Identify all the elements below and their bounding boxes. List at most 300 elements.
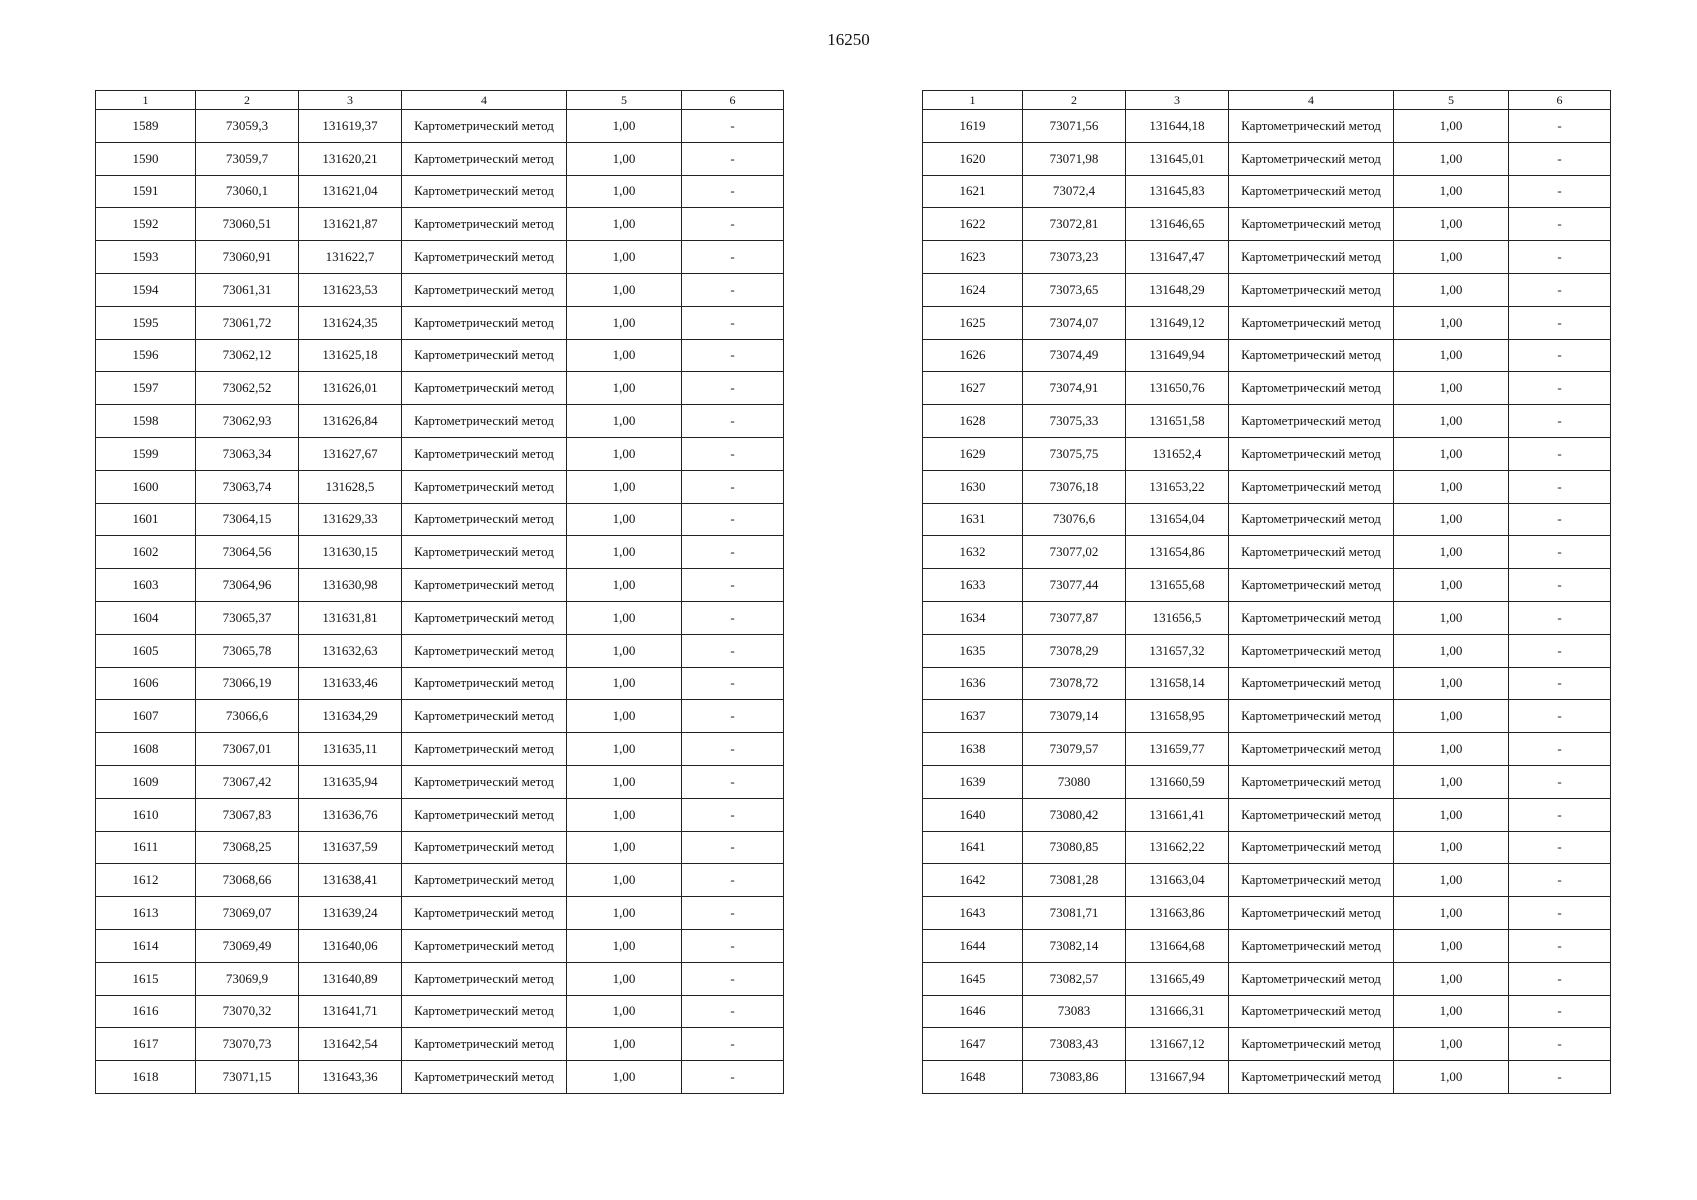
method-cell: Картометрический метод bbox=[1229, 1028, 1394, 1061]
point-number-cell: 1613 bbox=[96, 897, 196, 930]
accuracy-cell: 1,00 bbox=[567, 1028, 682, 1061]
y-coordinate-cell: 131660,59 bbox=[1126, 765, 1229, 798]
description-cell: - bbox=[682, 700, 784, 733]
description-cell: - bbox=[1509, 110, 1611, 143]
table-row bbox=[96, 634, 784, 667]
x-coordinate-cell: 73067,83 bbox=[196, 798, 299, 831]
point-number-cell: 1604 bbox=[96, 601, 196, 634]
x-coordinate-cell: 73067,42 bbox=[196, 765, 299, 798]
method-cell: Картометрический метод bbox=[402, 601, 567, 634]
table-row bbox=[96, 503, 784, 536]
point-number-cell: 1593 bbox=[96, 241, 196, 274]
table-row bbox=[923, 405, 1611, 438]
table-row bbox=[96, 437, 784, 470]
accuracy-cell: 1,00 bbox=[1394, 273, 1509, 306]
x-coordinate-cell: 73066,6 bbox=[196, 700, 299, 733]
x-coordinate-cell: 73080,85 bbox=[1023, 831, 1126, 864]
point-number-cell: 1637 bbox=[923, 700, 1023, 733]
x-coordinate-cell: 73073,65 bbox=[1023, 273, 1126, 306]
table-row bbox=[923, 864, 1611, 897]
y-coordinate-cell: 131638,41 bbox=[299, 864, 402, 897]
x-coordinate-cell: 73074,49 bbox=[1023, 339, 1126, 372]
table-row bbox=[96, 241, 784, 274]
point-number-cell: 1596 bbox=[96, 339, 196, 372]
column-header-1: 1 bbox=[96, 91, 196, 110]
y-coordinate-cell: 131645,83 bbox=[1126, 175, 1229, 208]
y-coordinate-cell: 131637,59 bbox=[299, 831, 402, 864]
accuracy-cell: 1,00 bbox=[567, 569, 682, 602]
table-row bbox=[923, 273, 1611, 306]
point-number-cell: 1600 bbox=[96, 470, 196, 503]
point-number-cell: 1607 bbox=[96, 700, 196, 733]
accuracy-cell: 1,00 bbox=[567, 864, 682, 897]
table-row bbox=[923, 110, 1611, 143]
accuracy-cell: 1,00 bbox=[567, 733, 682, 766]
x-coordinate-cell: 73074,07 bbox=[1023, 306, 1126, 339]
coordinates-table-left bbox=[95, 90, 784, 1094]
table-row bbox=[923, 897, 1611, 930]
table-body bbox=[923, 110, 1611, 1094]
accuracy-cell: 1,00 bbox=[1394, 569, 1509, 602]
description-cell: - bbox=[1509, 273, 1611, 306]
point-number-cell: 1648 bbox=[923, 1061, 1023, 1094]
x-coordinate-cell: 73075,75 bbox=[1023, 437, 1126, 470]
x-coordinate-cell: 73073,23 bbox=[1023, 241, 1126, 274]
method-cell: Картометрический метод bbox=[1229, 503, 1394, 536]
x-coordinate-cell: 73071,15 bbox=[196, 1061, 299, 1094]
table-row bbox=[96, 1028, 784, 1061]
table-row bbox=[96, 995, 784, 1028]
description-cell: - bbox=[682, 208, 784, 241]
description-cell: - bbox=[682, 798, 784, 831]
method-cell: Картометрический метод bbox=[1229, 667, 1394, 700]
accuracy-cell: 1,00 bbox=[1394, 634, 1509, 667]
method-cell: Картометрический метод bbox=[402, 798, 567, 831]
y-coordinate-cell: 131646,65 bbox=[1126, 208, 1229, 241]
table-row bbox=[96, 700, 784, 733]
y-coordinate-cell: 131667,12 bbox=[1126, 1028, 1229, 1061]
description-cell: - bbox=[1509, 306, 1611, 339]
table-row bbox=[96, 372, 784, 405]
description-cell: - bbox=[1509, 241, 1611, 274]
description-cell: - bbox=[1509, 1061, 1611, 1094]
method-cell: Картометрический метод bbox=[402, 929, 567, 962]
y-coordinate-cell: 131635,94 bbox=[299, 765, 402, 798]
description-cell: - bbox=[682, 634, 784, 667]
accuracy-cell: 1,00 bbox=[567, 175, 682, 208]
y-coordinate-cell: 131654,86 bbox=[1126, 536, 1229, 569]
coordinates-table-right bbox=[922, 90, 1611, 1094]
y-coordinate-cell: 131632,63 bbox=[299, 634, 402, 667]
method-cell: Картометрический метод bbox=[1229, 241, 1394, 274]
accuracy-cell: 1,00 bbox=[1394, 405, 1509, 438]
accuracy-cell: 1,00 bbox=[567, 929, 682, 962]
point-number-cell: 1591 bbox=[96, 175, 196, 208]
point-number-cell: 1627 bbox=[923, 372, 1023, 405]
accuracy-cell: 1,00 bbox=[1394, 1061, 1509, 1094]
method-cell: Картометрический метод bbox=[402, 437, 567, 470]
description-cell: - bbox=[682, 142, 784, 175]
x-coordinate-cell: 73062,93 bbox=[196, 405, 299, 438]
x-coordinate-cell: 73063,74 bbox=[196, 470, 299, 503]
accuracy-cell: 1,00 bbox=[567, 634, 682, 667]
accuracy-cell: 1,00 bbox=[567, 306, 682, 339]
point-number-cell: 1599 bbox=[96, 437, 196, 470]
table-row bbox=[923, 634, 1611, 667]
description-cell: - bbox=[1509, 601, 1611, 634]
point-number-cell: 1617 bbox=[96, 1028, 196, 1061]
description-cell: - bbox=[1509, 995, 1611, 1028]
point-number-cell: 1646 bbox=[923, 995, 1023, 1028]
method-cell: Картометрический метод bbox=[1229, 405, 1394, 438]
table-row bbox=[96, 601, 784, 634]
point-number-cell: 1620 bbox=[923, 142, 1023, 175]
description-cell: - bbox=[1509, 667, 1611, 700]
y-coordinate-cell: 131648,29 bbox=[1126, 273, 1229, 306]
y-coordinate-cell: 131628,5 bbox=[299, 470, 402, 503]
point-number-cell: 1643 bbox=[923, 897, 1023, 930]
x-coordinate-cell: 73076,6 bbox=[1023, 503, 1126, 536]
description-cell: - bbox=[1509, 536, 1611, 569]
table-row bbox=[96, 897, 784, 930]
method-cell: Картометрический метод bbox=[1229, 601, 1394, 634]
table-row bbox=[96, 208, 784, 241]
x-coordinate-cell: 73064,15 bbox=[196, 503, 299, 536]
description-cell: - bbox=[1509, 798, 1611, 831]
y-coordinate-cell: 131649,12 bbox=[1126, 306, 1229, 339]
point-number-cell: 1636 bbox=[923, 667, 1023, 700]
x-coordinate-cell: 73061,31 bbox=[196, 273, 299, 306]
y-coordinate-cell: 131619,37 bbox=[299, 110, 402, 143]
x-coordinate-cell: 73065,78 bbox=[196, 634, 299, 667]
method-cell: Картометрический метод bbox=[402, 864, 567, 897]
method-cell: Картометрический метод bbox=[1229, 339, 1394, 372]
y-coordinate-cell: 131634,29 bbox=[299, 700, 402, 733]
point-number-cell: 1644 bbox=[923, 929, 1023, 962]
table-row bbox=[96, 339, 784, 372]
accuracy-cell: 1,00 bbox=[1394, 110, 1509, 143]
column-header-3: 3 bbox=[299, 91, 402, 110]
accuracy-cell: 1,00 bbox=[567, 208, 682, 241]
table-row bbox=[923, 175, 1611, 208]
x-coordinate-cell: 73061,72 bbox=[196, 306, 299, 339]
point-number-cell: 1631 bbox=[923, 503, 1023, 536]
description-cell: - bbox=[1509, 470, 1611, 503]
accuracy-cell: 1,00 bbox=[567, 1061, 682, 1094]
y-coordinate-cell: 131633,46 bbox=[299, 667, 402, 700]
accuracy-cell: 1,00 bbox=[567, 405, 682, 438]
method-cell: Картометрический метод bbox=[1229, 962, 1394, 995]
y-coordinate-cell: 131659,77 bbox=[1126, 733, 1229, 766]
point-number-cell: 1645 bbox=[923, 962, 1023, 995]
x-coordinate-cell: 73059,7 bbox=[196, 142, 299, 175]
x-coordinate-cell: 73066,19 bbox=[196, 667, 299, 700]
description-cell: - bbox=[682, 306, 784, 339]
description-cell: - bbox=[1509, 700, 1611, 733]
method-cell: Картометрический метод bbox=[402, 733, 567, 766]
description-cell: - bbox=[1509, 765, 1611, 798]
point-number-cell: 1622 bbox=[923, 208, 1023, 241]
table-row bbox=[923, 208, 1611, 241]
method-cell: Картометрический метод bbox=[402, 470, 567, 503]
x-coordinate-cell: 73070,73 bbox=[196, 1028, 299, 1061]
method-cell: Картометрический метод bbox=[1229, 569, 1394, 602]
y-coordinate-cell: 131662,22 bbox=[1126, 831, 1229, 864]
description-cell: - bbox=[682, 437, 784, 470]
y-coordinate-cell: 131666,31 bbox=[1126, 995, 1229, 1028]
x-coordinate-cell: 73072,4 bbox=[1023, 175, 1126, 208]
method-cell: Картометрический метод bbox=[1229, 306, 1394, 339]
description-cell: - bbox=[682, 831, 784, 864]
x-coordinate-cell: 73080,42 bbox=[1023, 798, 1126, 831]
column-header-1: 1 bbox=[923, 91, 1023, 110]
column-header-2: 2 bbox=[196, 91, 299, 110]
x-coordinate-cell: 73062,52 bbox=[196, 372, 299, 405]
method-cell: Картометрический метод bbox=[402, 110, 567, 143]
point-number-cell: 1628 bbox=[923, 405, 1023, 438]
y-coordinate-cell: 131647,47 bbox=[1126, 241, 1229, 274]
column-header-3: 3 bbox=[1126, 91, 1229, 110]
table-row bbox=[96, 1061, 784, 1094]
method-cell: Картометрический метод bbox=[1229, 437, 1394, 470]
x-coordinate-cell: 73077,02 bbox=[1023, 536, 1126, 569]
table-row bbox=[96, 831, 784, 864]
method-cell: Картометрический метод bbox=[402, 962, 567, 995]
description-cell: - bbox=[1509, 372, 1611, 405]
x-coordinate-cell: 73068,66 bbox=[196, 864, 299, 897]
table-row bbox=[923, 601, 1611, 634]
description-cell: - bbox=[682, 470, 784, 503]
accuracy-cell: 1,00 bbox=[1394, 733, 1509, 766]
y-coordinate-cell: 131631,81 bbox=[299, 601, 402, 634]
y-coordinate-cell: 131642,54 bbox=[299, 1028, 402, 1061]
description-cell: - bbox=[1509, 175, 1611, 208]
description-cell: - bbox=[1509, 897, 1611, 930]
x-coordinate-cell: 73059,3 bbox=[196, 110, 299, 143]
description-cell: - bbox=[1509, 831, 1611, 864]
y-coordinate-cell: 131649,94 bbox=[1126, 339, 1229, 372]
x-coordinate-cell: 73060,1 bbox=[196, 175, 299, 208]
accuracy-cell: 1,00 bbox=[567, 339, 682, 372]
table-row bbox=[96, 306, 784, 339]
accuracy-cell: 1,00 bbox=[567, 372, 682, 405]
accuracy-cell: 1,00 bbox=[1394, 306, 1509, 339]
point-number-cell: 1590 bbox=[96, 142, 196, 175]
table-row bbox=[923, 700, 1611, 733]
point-number-cell: 1635 bbox=[923, 634, 1023, 667]
accuracy-cell: 1,00 bbox=[1394, 208, 1509, 241]
y-coordinate-cell: 131624,35 bbox=[299, 306, 402, 339]
accuracy-cell: 1,00 bbox=[567, 437, 682, 470]
description-cell: - bbox=[1509, 142, 1611, 175]
accuracy-cell: 1,00 bbox=[1394, 437, 1509, 470]
y-coordinate-cell: 131651,58 bbox=[1126, 405, 1229, 438]
table-header bbox=[923, 91, 1611, 110]
table-row bbox=[923, 733, 1611, 766]
x-coordinate-cell: 73067,01 bbox=[196, 733, 299, 766]
description-cell: - bbox=[1509, 208, 1611, 241]
table-row bbox=[923, 503, 1611, 536]
y-coordinate-cell: 131655,68 bbox=[1126, 569, 1229, 602]
description-cell: - bbox=[682, 110, 784, 143]
page-number: 16250 bbox=[827, 30, 870, 49]
y-coordinate-cell: 131657,32 bbox=[1126, 634, 1229, 667]
method-cell: Картометрический метод bbox=[402, 372, 567, 405]
point-number-cell: 1624 bbox=[923, 273, 1023, 306]
point-number-cell: 1603 bbox=[96, 569, 196, 602]
accuracy-cell: 1,00 bbox=[1394, 503, 1509, 536]
method-cell: Картометрический метод bbox=[1229, 372, 1394, 405]
x-coordinate-cell: 73079,14 bbox=[1023, 700, 1126, 733]
table-row bbox=[96, 536, 784, 569]
point-number-cell: 1615 bbox=[96, 962, 196, 995]
description-cell: - bbox=[682, 1061, 784, 1094]
description-cell: - bbox=[1509, 733, 1611, 766]
description-cell: - bbox=[682, 503, 784, 536]
table-row bbox=[96, 765, 784, 798]
method-cell: Картометрический метод bbox=[402, 765, 567, 798]
table-row bbox=[923, 929, 1611, 962]
y-coordinate-cell: 131658,95 bbox=[1126, 700, 1229, 733]
accuracy-cell: 1,00 bbox=[1394, 470, 1509, 503]
table-row bbox=[923, 831, 1611, 864]
point-number-cell: 1625 bbox=[923, 306, 1023, 339]
point-number-cell: 1605 bbox=[96, 634, 196, 667]
point-number-cell: 1619 bbox=[923, 110, 1023, 143]
accuracy-cell: 1,00 bbox=[567, 503, 682, 536]
table-body bbox=[96, 110, 784, 1094]
accuracy-cell: 1,00 bbox=[567, 831, 682, 864]
accuracy-cell: 1,00 bbox=[1394, 536, 1509, 569]
method-cell: Картометрический метод bbox=[402, 667, 567, 700]
table-row bbox=[96, 569, 784, 602]
point-number-cell: 1640 bbox=[923, 798, 1023, 831]
y-coordinate-cell: 131630,98 bbox=[299, 569, 402, 602]
point-number-cell: 1609 bbox=[96, 765, 196, 798]
point-number-cell: 1592 bbox=[96, 208, 196, 241]
description-cell: - bbox=[682, 536, 784, 569]
point-number-cell: 1633 bbox=[923, 569, 1023, 602]
y-coordinate-cell: 131630,15 bbox=[299, 536, 402, 569]
description-cell: - bbox=[1509, 1028, 1611, 1061]
table-row bbox=[96, 667, 784, 700]
method-cell: Картометрический метод bbox=[1229, 110, 1394, 143]
description-cell: - bbox=[682, 962, 784, 995]
x-coordinate-cell: 73075,33 bbox=[1023, 405, 1126, 438]
column-header-4: 4 bbox=[1229, 91, 1394, 110]
accuracy-cell: 1,00 bbox=[1394, 241, 1509, 274]
accuracy-cell: 1,00 bbox=[1394, 897, 1509, 930]
method-cell: Картометрический метод bbox=[402, 208, 567, 241]
method-cell: Картометрический метод bbox=[402, 175, 567, 208]
accuracy-cell: 1,00 bbox=[567, 962, 682, 995]
y-coordinate-cell: 131635,11 bbox=[299, 733, 402, 766]
accuracy-cell: 1,00 bbox=[1394, 667, 1509, 700]
header-row bbox=[96, 91, 784, 110]
x-coordinate-cell: 73078,72 bbox=[1023, 667, 1126, 700]
table-row bbox=[923, 470, 1611, 503]
accuracy-cell: 1,00 bbox=[567, 470, 682, 503]
x-coordinate-cell: 73080 bbox=[1023, 765, 1126, 798]
accuracy-cell: 1,00 bbox=[1394, 339, 1509, 372]
y-coordinate-cell: 131665,49 bbox=[1126, 962, 1229, 995]
x-coordinate-cell: 73078,29 bbox=[1023, 634, 1126, 667]
table-row bbox=[923, 1028, 1611, 1061]
x-coordinate-cell: 73069,9 bbox=[196, 962, 299, 995]
point-number-cell: 1616 bbox=[96, 995, 196, 1028]
column-header-6: 6 bbox=[682, 91, 784, 110]
description-cell: - bbox=[682, 601, 784, 634]
table-row bbox=[923, 536, 1611, 569]
description-cell: - bbox=[1509, 929, 1611, 962]
accuracy-cell: 1,00 bbox=[567, 700, 682, 733]
y-coordinate-cell: 131663,04 bbox=[1126, 864, 1229, 897]
table-row bbox=[96, 175, 784, 208]
x-coordinate-cell: 73069,07 bbox=[196, 897, 299, 930]
point-number-cell: 1610 bbox=[96, 798, 196, 831]
y-coordinate-cell: 131661,41 bbox=[1126, 798, 1229, 831]
accuracy-cell: 1,00 bbox=[1394, 765, 1509, 798]
x-coordinate-cell: 73076,18 bbox=[1023, 470, 1126, 503]
y-coordinate-cell: 131639,24 bbox=[299, 897, 402, 930]
y-coordinate-cell: 131652,4 bbox=[1126, 437, 1229, 470]
x-coordinate-cell: 73081,28 bbox=[1023, 864, 1126, 897]
accuracy-cell: 1,00 bbox=[1394, 929, 1509, 962]
point-number-cell: 1621 bbox=[923, 175, 1023, 208]
y-coordinate-cell: 131640,06 bbox=[299, 929, 402, 962]
point-number-cell: 1589 bbox=[96, 110, 196, 143]
table-row bbox=[96, 733, 784, 766]
description-cell: - bbox=[682, 897, 784, 930]
x-coordinate-cell: 73083,43 bbox=[1023, 1028, 1126, 1061]
description-cell: - bbox=[1509, 634, 1611, 667]
y-coordinate-cell: 131626,84 bbox=[299, 405, 402, 438]
table-row bbox=[96, 962, 784, 995]
accuracy-cell: 1,00 bbox=[1394, 962, 1509, 995]
accuracy-cell: 1,00 bbox=[567, 897, 682, 930]
table-row bbox=[923, 306, 1611, 339]
point-number-cell: 1642 bbox=[923, 864, 1023, 897]
accuracy-cell: 1,00 bbox=[567, 536, 682, 569]
y-coordinate-cell: 131645,01 bbox=[1126, 142, 1229, 175]
x-coordinate-cell: 73079,57 bbox=[1023, 733, 1126, 766]
column-header-4: 4 bbox=[402, 91, 567, 110]
method-cell: Картометрический метод bbox=[1229, 864, 1394, 897]
accuracy-cell: 1,00 bbox=[1394, 175, 1509, 208]
y-coordinate-cell: 131643,36 bbox=[299, 1061, 402, 1094]
table-row bbox=[923, 241, 1611, 274]
y-coordinate-cell: 131640,89 bbox=[299, 962, 402, 995]
point-number-cell: 1618 bbox=[96, 1061, 196, 1094]
point-number-cell: 1601 bbox=[96, 503, 196, 536]
table-row bbox=[923, 142, 1611, 175]
point-number-cell: 1612 bbox=[96, 864, 196, 897]
table-row bbox=[923, 372, 1611, 405]
point-number-cell: 1611 bbox=[96, 831, 196, 864]
x-coordinate-cell: 73077,87 bbox=[1023, 601, 1126, 634]
y-coordinate-cell: 131626,01 bbox=[299, 372, 402, 405]
accuracy-cell: 1,00 bbox=[1394, 864, 1509, 897]
accuracy-cell: 1,00 bbox=[1394, 372, 1509, 405]
point-number-cell: 1629 bbox=[923, 437, 1023, 470]
method-cell: Картометрический метод bbox=[402, 536, 567, 569]
description-cell: - bbox=[682, 241, 784, 274]
column-header-2: 2 bbox=[1023, 91, 1126, 110]
description-cell: - bbox=[682, 929, 784, 962]
description-cell: - bbox=[682, 273, 784, 306]
table-row bbox=[923, 667, 1611, 700]
accuracy-cell: 1,00 bbox=[567, 765, 682, 798]
